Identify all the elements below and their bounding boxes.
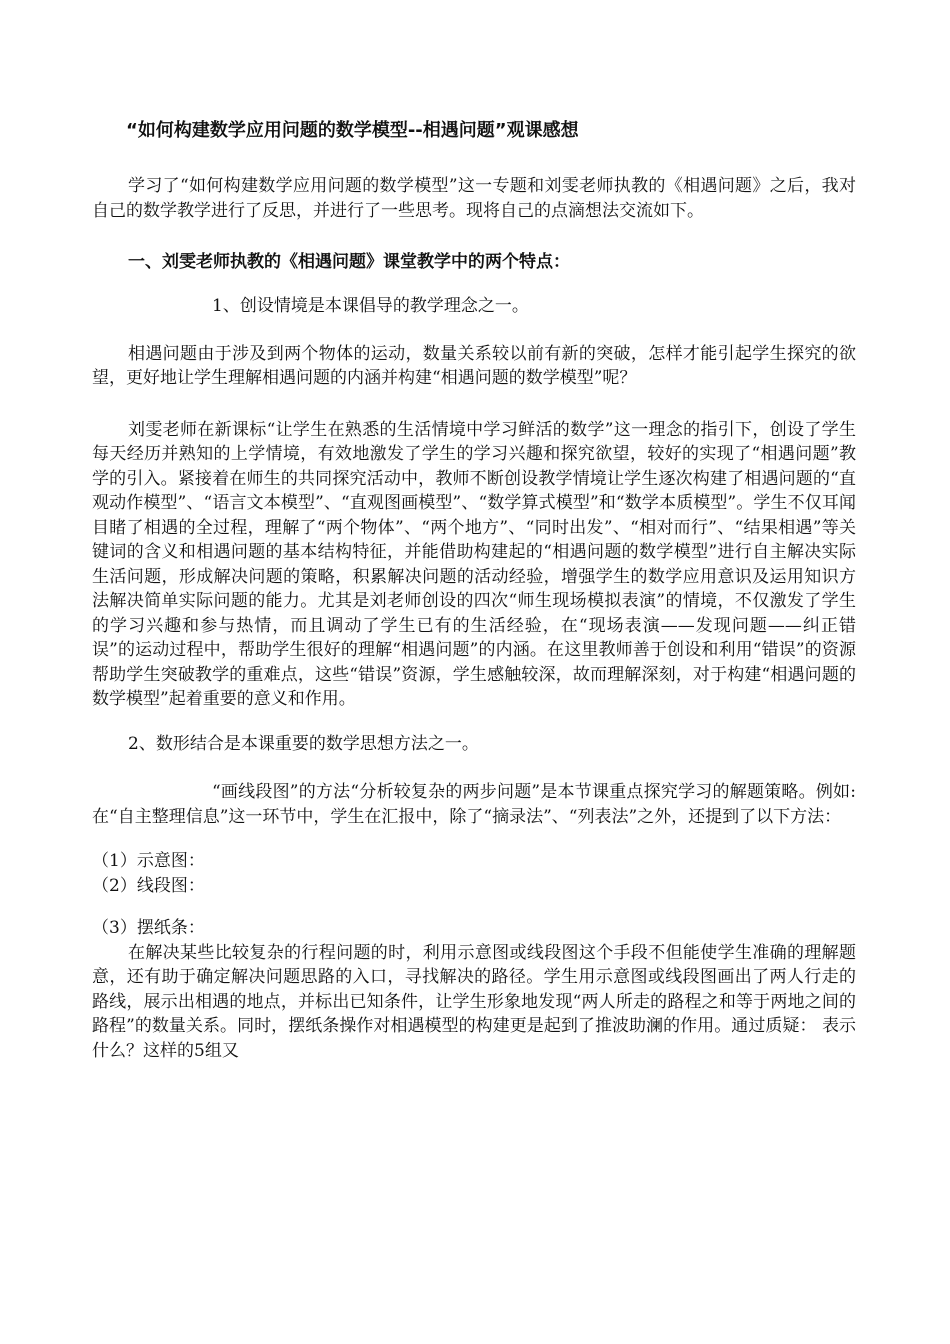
- point2-paragraph-2: 在解决某些比较复杂的行程问题的时，利用示意图或线段图这个手段不但能使学生准确的理解题意，还有助于确定解决问题思路的入口，寻找解决的路径。学生用示意图或线段图画出了两人行走的路线，展示出相遇的地点，并标出已知条件，让学生形象地发现“两人所走的路程之和等于两地之间的路程”的数量关系。同时，摆纸条操作对相遇模型的构建更是起到了推波助澜的作用。通过质疑： 表示什么？这样的5组又: [92, 942, 856, 1061]
- list-item: （2）线段图：: [92, 875, 205, 896]
- intro-paragraph: 学习了“如何构建数学应用问题的数学模型”这一专题和刘雯老师执教的《相遇问题》之后，我对自己的数学教学进行了反思，并进行了一些思考。现将自己的点滴想法交流如下。: [92, 176, 856, 221]
- point1-paragraph-1: 相遇问题由于涉及到两个物体的运动，数量关系较以前有新的突破，怎样才能引起学生探究的欲望，更好地让学生理解相遇问题的内涵并构建“相遇问题的数学模型”呢？: [92, 343, 856, 388]
- point2-paragraph-1: “画线段图”的方法“分析较复杂的两步问题”是本节课重点探究学习的解题策略。例如:在“自主整理信息”这一环节中，学生在汇报中，除了“摘录法”、“列表法”之外，还提到了以下方法：: [92, 782, 856, 827]
- point1-paragraph-2: 刘雯老师在新课标“让学生在熟悉的生活情境中学习鲜活的数学”这一理念的指引下，创设了学生每天经历并熟知的上学情境，有效地激发了学生的学习兴趣和探究欲望，较好的实现了“相遇问题”教学的引入。紧接着在师生的共同探究活动中，教师不断创设教学情境让学生逐次构建了相遇问题的“直观动作模型”、“语言文本模型”、“直观图画模型”、“数学算式模型”和“数学本质模型”。学生不仅耳闻目睹了相遇的全过程，理解了“两个物体”、“两个地方”、“同时出发”、“相对而行”、“结果相遇”等关键词的含义和相遇问题的基本结构特征，并能借助构建起的“相遇问题的数学模型”进行自主解决实际生活问题，形成解决问题的策略，积累解决问题的活动经验，增强学生的数学应用意识及运用知识方法解决简单实际问题的能力。尤其是刘老师创设的四次“师生现场模拟表演”的情境，不仅激发了学生的学习兴趣和参与热情，而且调动了学生已有的生活经验，在“现场表演——发现问题——纠正错误”的运动过程中，帮助学生很好的理解“相遇问题”的内涵。在这里教师善于创设和利用“错误”的资源帮助学生突破教学的重难点，这些“错误”资源，学生感触较深，故而理解深刻，对于构建“相遇问题的数学模型”起着重要的意义和作用。: [92, 419, 856, 709]
- document-title: “如何构建数学应用问题的数学模型--相遇问题”观课感想: [126, 120, 579, 141]
- point1-heading: 1、创设情境是本课倡导的教学理念之一。: [212, 296, 529, 316]
- point2-heading: 2、数形结合是本课重要的数学思想方法之一。: [128, 733, 479, 754]
- section-heading: 一、刘雯老师执教的《相遇问题》课堂教学中的两个特点：: [128, 252, 570, 272]
- list-item: （1）示意图：: [92, 851, 205, 871]
- list-item: （3）摆纸条：: [92, 918, 205, 938]
- document-page: [92, 118, 856, 1063]
